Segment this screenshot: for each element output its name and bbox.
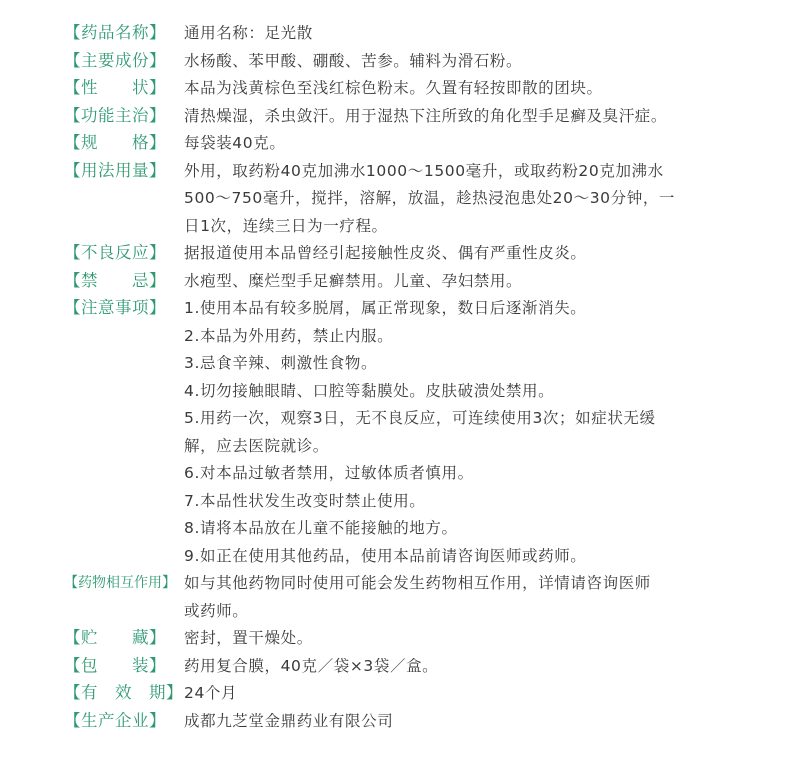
section-content	[184, 295, 774, 570]
section-0	[64, 20, 774, 48]
section-4	[64, 130, 774, 158]
section-2	[64, 75, 774, 103]
section-label: 【有 效 期】	[64, 683, 183, 702]
content-line: 9.如正在使用其他药品，使用本品前请咨询医师或药师。	[184, 546, 587, 565]
section-9	[64, 570, 774, 625]
section-content	[184, 103, 774, 131]
section-label: 【贮 藏】	[64, 628, 166, 647]
content-line: 4.切勿接触眼睛、口腔等黏膜处。皮肤破溃处禁用。	[184, 381, 555, 400]
section-label: 【药品名称】	[64, 23, 166, 42]
section-label: 【包 装】	[64, 655, 166, 675]
content-line: 据报道使用本品曾经引起接触性皮炎、偶有严重性皮炎。	[184, 244, 587, 262]
content-line: 5.用药一次，观察3日，无不良反应，可连续使用3次；如症状无缓	[184, 409, 656, 427]
content-line: 1.使用本品有较多脱屑，属正常现象，数日后逐渐消失。	[184, 299, 587, 317]
content-line: 7.本品性状发生改变时禁止使用。	[184, 491, 426, 510]
section-content	[184, 158, 774, 241]
section-1	[64, 48, 774, 76]
section-content	[184, 130, 774, 158]
section-label: 【药物相互作用】	[64, 575, 176, 591]
content-line: 6.对本品过敏者禁用，过敏体质者慎用。	[184, 464, 474, 482]
section-content	[184, 653, 774, 681]
section-label: 【不良反应】	[64, 243, 166, 262]
section-13	[64, 708, 774, 736]
content-line: 如与其他药物同时使用可能会发生药物相互作用，详情请咨询医师	[184, 574, 651, 592]
section-content	[184, 20, 774, 48]
content-line: 日1次，连续三日为一疗程。	[184, 216, 388, 235]
section-7	[64, 268, 774, 296]
content-line: 药用复合膜，40克／袋×3袋／盒。	[184, 656, 439, 675]
section-label: 【性 状】	[64, 78, 166, 97]
content-line: 3.忌食辛辣、刺激性食物。	[184, 354, 378, 372]
section-label: 【禁 忌】	[64, 270, 166, 290]
section-label: 【注意事项】	[64, 298, 166, 317]
section-content	[184, 48, 774, 76]
content-line: 8.请将本品放在儿童不能接触的地方。	[184, 519, 458, 537]
section-12	[64, 680, 774, 708]
content-line: 密封，置干燥处。	[184, 629, 313, 647]
content-line: 成都九芝堂金鼎药业有限公司	[184, 711, 394, 730]
content-line: 清热燥湿，杀虫敛汗。用于湿热下注所致的角化型手足癣及臭汗症。	[184, 106, 668, 125]
section-label: 【主要成份】	[64, 50, 166, 70]
section-content	[184, 708, 774, 736]
content-line: 2.本品为外用药，禁止内服。	[184, 326, 394, 345]
section-3	[64, 103, 774, 131]
content-line: 或药师。	[184, 601, 249, 620]
section-5	[64, 158, 774, 241]
section-label: 【功能主治】	[64, 105, 166, 125]
content-line: 外用，取药粉40克加沸水1000～1500毫升，或取药粉20克加沸水	[184, 161, 664, 180]
section-content	[184, 240, 774, 268]
section-content	[184, 570, 774, 625]
section-8	[64, 295, 774, 570]
section-content	[184, 75, 774, 103]
content-line: 水杨酸、苯甲酸、硼酸、苦参。辅料为滑石粉。	[184, 51, 523, 70]
content-line: 每袋装40克。	[184, 134, 286, 152]
section-10	[64, 625, 774, 653]
section-6	[64, 240, 774, 268]
content-line: 500～750毫升，搅拌，溶解，放温，趁热浸泡患处20～30分钟，一	[184, 189, 676, 207]
section-content	[184, 625, 774, 653]
drug-instructions	[64, 20, 774, 735]
section-label: 【规 格】	[64, 133, 166, 152]
content-line: 通用名称：足光散	[184, 24, 313, 42]
section-11	[64, 653, 774, 681]
content-line: 水疱型、糜烂型手足癣禁用。儿童、孕妇禁用。	[184, 271, 523, 290]
content-line: 24个月	[184, 684, 238, 702]
section-content	[184, 680, 774, 708]
content-line: 本品为浅黄棕色至浅红棕色粉末。久置有轻按即散的团块。	[184, 79, 603, 97]
section-label: 【用法用量】	[64, 160, 166, 180]
content-line: 解，应去医院就诊。	[184, 436, 329, 455]
section-content	[184, 268, 774, 296]
section-label: 【生产企业】	[64, 710, 166, 730]
